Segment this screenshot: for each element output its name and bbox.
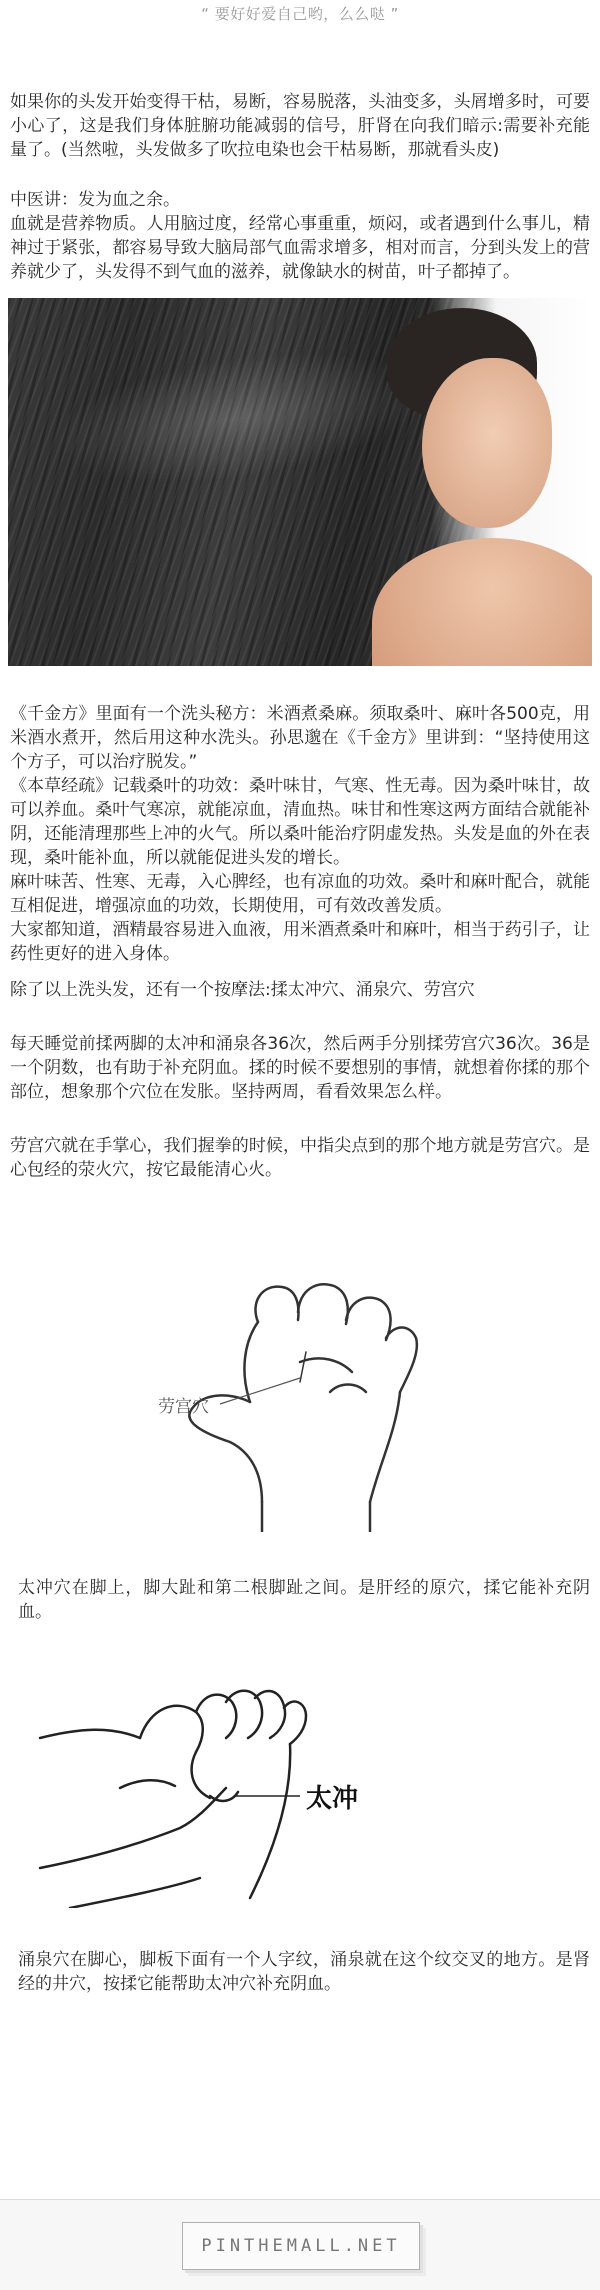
foot-illustration xyxy=(0,1668,600,1908)
paragraph-rice-wine: 大家都知道，酒精最容易进入血液，用米酒煮桑叶和麻叶，相当于药引子，让药性更好的进入身体。 xyxy=(10,920,590,964)
laogong-label: 劳宫穴 xyxy=(158,1397,209,1417)
paragraph-mulberry-leaf: 《本草经疏》记载桑叶的功效：桑叶味甘，气寒、性无毒。因为桑叶味甘，故可以养血。桑叶气寒凉，就能凉血，清血热。味甘和性寒这两方面结合就能补阴，还能清理那些上冲的火气。所以桑叶能治疗阴虚发热。头发是血的外在表现，桑叶能补血，所以就能促进头发的增长。 xyxy=(10,776,590,868)
paragraph-laogong: 劳宫穴就在手掌心，我们握拳的时候，中指尖点到的那个地方就是劳宫穴。是心包经的荥火穴，按它最能清心火。 xyxy=(10,1136,590,1180)
woman-shoulder xyxy=(372,538,592,666)
article-taichong xyxy=(0,1576,600,1624)
hand-drawing xyxy=(0,1242,600,1532)
paragraph-tcm-saying: 中医讲：发为血之余。 xyxy=(10,190,180,210)
article-yongquan xyxy=(0,1948,600,1996)
paragraph-massage-intro: 除了以上洗头发，还有一个按摩法:揉太冲穴、涌泉穴、劳宫穴 xyxy=(10,980,475,1000)
header-quote: “ 要好好爱自己哟，么么哒 ” xyxy=(201,5,399,23)
paragraph-yongquan: 涌泉穴在脚心，脚板下面有一个人字纹，涌泉就在这个纹交叉的地方。是肾经的井穴，按揉它能帮助太冲穴补充阴血。 xyxy=(18,1950,590,1994)
hand-illustration xyxy=(0,1242,600,1532)
paragraph-taichong: 太冲穴在脚上，脚大趾和第二根脚趾之间。是肝经的原穴，揉它能补充阴血。 xyxy=(18,1578,590,1622)
footer xyxy=(0,2199,600,2290)
paragraph-blood-nutrition: 血就是营养物质。人用脑过度，经常心事重重，烦闷，或者遇到什么事儿，精神过于紧张，都容易导致大脑局部气血需求增多，相对而言，分到头发上的营养就少了，头发得不到气血的滋养，就像缺水的树苗，叶子都掉了。 xyxy=(10,214,590,282)
paragraph-hemp-leaf: 麻叶味苦、性寒、无毒，入心脾经，也有凉血的功效。桑叶和麻叶配合，就能互相促进，增强凉血的功效，长期使用，可有效改善发质。 xyxy=(10,872,590,916)
article-top xyxy=(0,90,600,284)
article-middle xyxy=(0,702,600,1182)
pinthemall-logo[interactable]: PINTHEMALL.NET xyxy=(182,2222,420,2270)
paragraph-massage-method: 每天睡觉前揉两脚的太冲和涌泉各36次，然后两手分别揉劳宫穴36次。36是一个阴数，也有助于补充阴血。揉的时候不要想别的事情，就想着你揉的那个部位，想象那个穴位在发胀。坚持两周，看看效果怎么样。 xyxy=(10,1034,590,1102)
woman-face xyxy=(422,358,552,528)
taichong-label: 太冲 xyxy=(306,1784,359,1814)
paragraph-qianjin-recipe: 《千金方》里面有一个洗头秘方：米酒煮桑麻。须取桑叶、麻叶各500克，用米酒水煮开，然后用这种水洗头。孙思邈在《千金方》里讲到：“坚持使用这个方子，可以治疗脱发。” xyxy=(10,704,590,772)
foot-drawing xyxy=(0,1668,600,1908)
paragraph-hair-signal: 如果你的头发开始变得干枯，易断，容易脱落，头油变多，头屑增多时，可要小心了，这是我们身体脏腑功能减弱的信号，肝肾在向我们暗示:需要补充能量了。(当然啦，头发做多了吹拉电染也会干枯易断，那就看头皮) xyxy=(10,92,590,160)
hair-photo xyxy=(8,298,592,666)
hair-shine xyxy=(41,332,434,504)
